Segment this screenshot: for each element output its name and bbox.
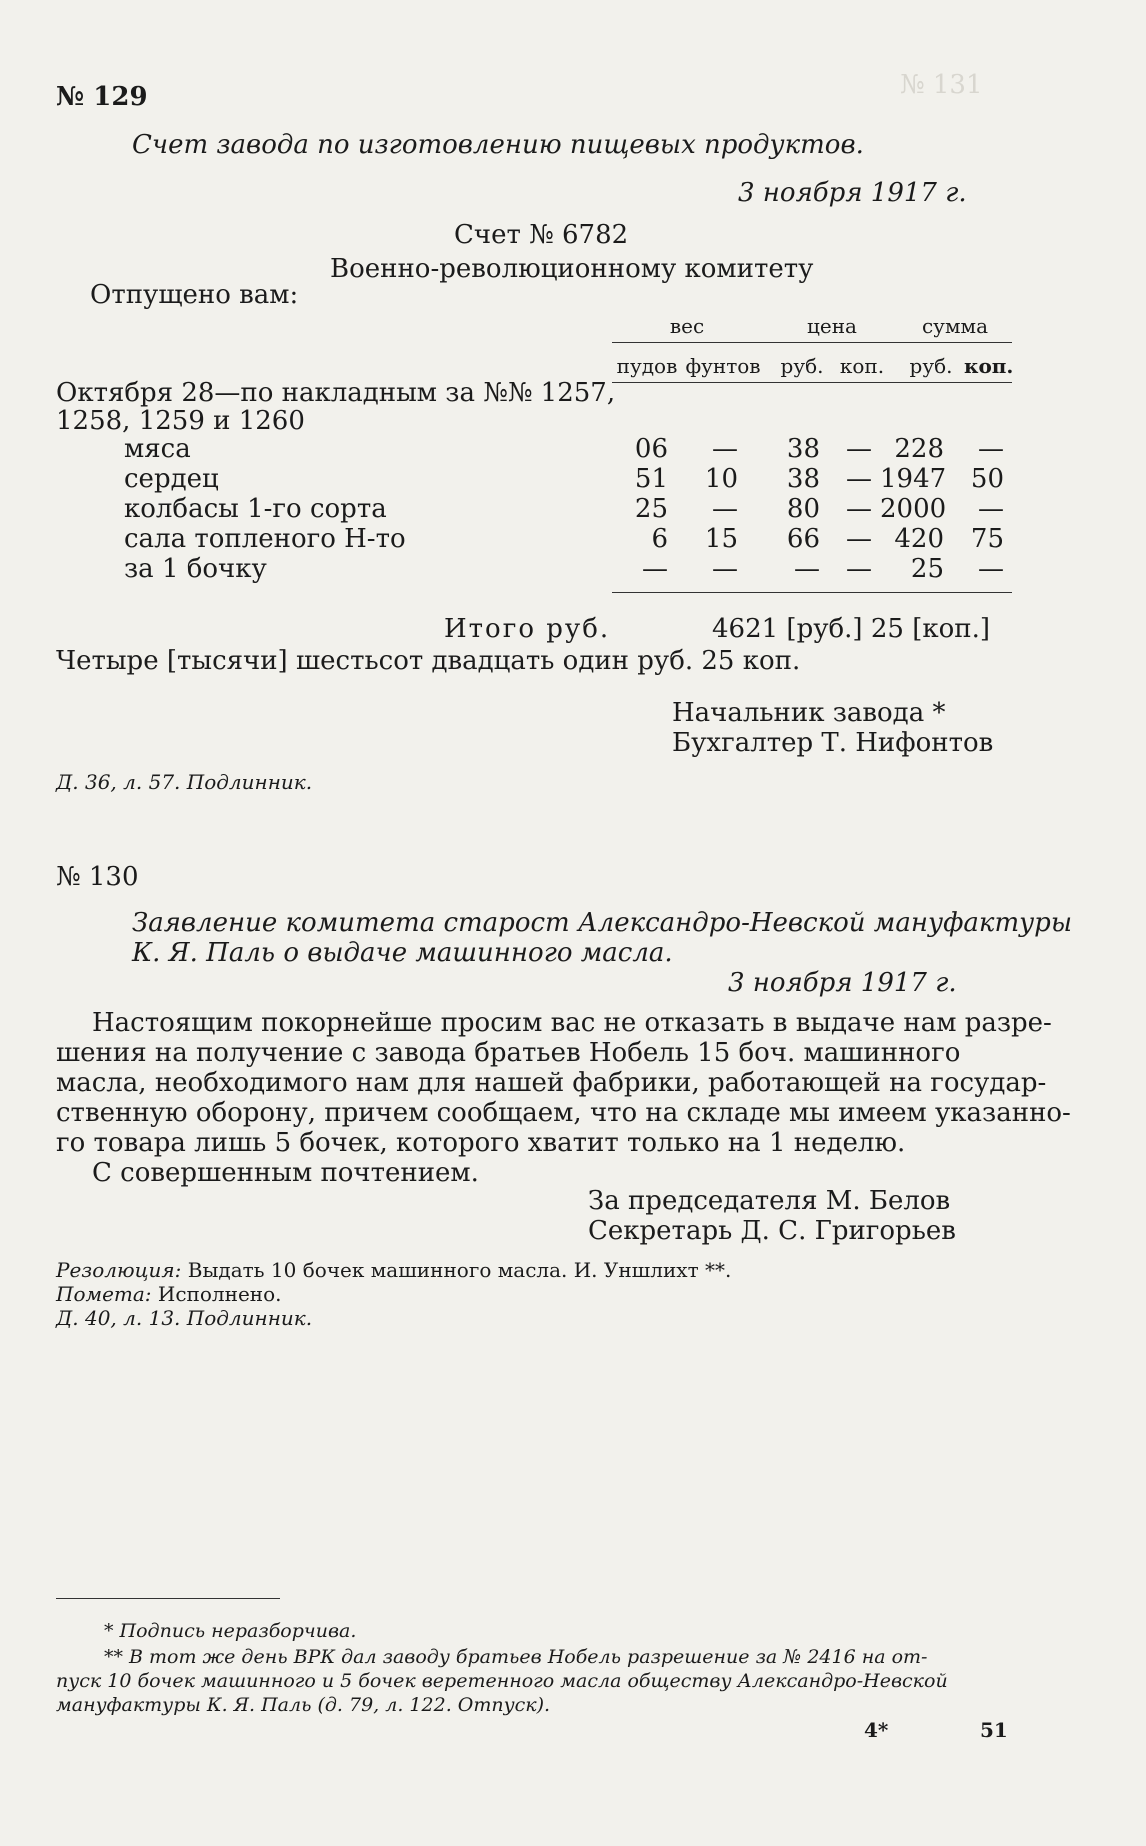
- row-sum-rub: 2000: [880, 494, 947, 524]
- row-funt: 10: [704, 464, 738, 494]
- doc130-mark: [56, 1282, 282, 1306]
- row-rub: 80: [786, 494, 820, 524]
- row-sum-kop: —: [978, 494, 1004, 524]
- row-funt: —: [712, 434, 738, 464]
- header-rule-top: [612, 342, 1012, 343]
- body-line: шения на получение с завода братьев Нобель 15 боч. машинного: [56, 1038, 961, 1068]
- resolution-label: Резолюция:: [56, 1258, 182, 1282]
- doc130-source: Д. 40, л. 13. Подлинник.: [56, 1306, 313, 1330]
- header-unit-sum-rub: руб.: [909, 354, 953, 378]
- footnote-1: * Подпись неразборчива.: [104, 1620, 357, 1642]
- row-name: колбасы 1-го сорта: [124, 494, 387, 524]
- body-line: Настоящим покорнейше просим вас не отказать в выдаче нам разре-: [92, 1008, 1052, 1038]
- doc129-total-words: Четыре [тысячи] шестьсот двадцать один руб. 25 коп.: [56, 646, 801, 676]
- doc130-title-line1: Заявление комитета старост Александро-Невской мануфактуры: [132, 908, 1072, 938]
- row-name: за 1 бочку: [124, 554, 267, 584]
- row-pud: 51: [634, 464, 668, 494]
- header-price: цена: [807, 314, 857, 338]
- row-sum-rub: 1947: [880, 464, 947, 494]
- total-value: 4621 [руб.] 25 [коп.]: [712, 614, 990, 644]
- header-sum: сумма: [921, 314, 988, 338]
- row-funt: —: [712, 494, 738, 524]
- header-unit-funt: фунтов: [685, 354, 761, 378]
- row-rub: 38: [786, 434, 820, 464]
- doc130-number: № 130: [56, 862, 139, 892]
- doc129-number: № 129: [56, 82, 148, 112]
- header-weight: вес: [669, 314, 705, 338]
- header-unit-rub: руб.: [780, 354, 824, 378]
- footnote-2-line1: ** В тот же день ВРК дал заводу братьев Нобель разрешение за № 2416 на от-: [104, 1646, 928, 1668]
- doc129-date: 3 ноября 1917 г.: [738, 178, 967, 208]
- doc129-source: Д. 36, л. 57. Подлинник.: [56, 770, 313, 794]
- doc130-title-line2: К. Я. Паль о выдаче машинного масла.: [132, 938, 673, 968]
- row-sum-rub: 25: [910, 554, 944, 584]
- footnote-2-line3: мануфактуры К. Я. Паль (д. 79, л. 122. Отпуск).: [56, 1694, 551, 1716]
- row-pud: 06: [634, 434, 668, 464]
- row-name: мяса: [124, 434, 191, 464]
- row-kop: —: [846, 434, 872, 464]
- mark-text: Исполнено.: [157, 1282, 282, 1306]
- header-unit-pud: пудов: [616, 354, 678, 378]
- resolution-text: Выдать 10 бочек машинного масла. И. Уншлихт **.: [187, 1258, 732, 1282]
- row-funt: 15: [704, 524, 738, 554]
- doc130-sign-secretary: Секретарь Д. С. Григорьев: [588, 1216, 956, 1246]
- bleed-through-page-number: № 131: [900, 70, 983, 100]
- doc130-date: 3 ноября 1917 г.: [728, 968, 957, 998]
- doc130-sign-chair: За председателя М. Белов: [588, 1186, 951, 1216]
- body-line: ственную оборону, причем сообщаем, что на складе мы имеем указанно-: [56, 1098, 1071, 1128]
- header-unit-kop: коп.: [839, 354, 885, 378]
- signature-mark: 4*: [864, 1718, 889, 1742]
- row-sum-kop: 75: [970, 524, 1004, 554]
- row-pud: 25: [634, 494, 668, 524]
- header-unit-sum-kop: коп.: [964, 354, 1014, 378]
- total-rule: [612, 592, 1012, 593]
- row-rub: 66: [786, 524, 820, 554]
- table-intro-line2: 1258, 1259 и 1260: [56, 406, 305, 436]
- row-name: сердец: [124, 464, 219, 494]
- doc129-released-label: Отпущено вам:: [90, 280, 299, 310]
- row-funt: —: [712, 554, 738, 584]
- row-kop: —: [846, 494, 872, 524]
- doc130-resolution: [56, 1258, 731, 1282]
- table-intro-line1: Октября 28—по накладным за №№ 1257,: [56, 378, 616, 408]
- footnote-rule: [56, 1598, 280, 1599]
- row-name: сала топленого Н-то: [124, 524, 406, 554]
- row-sum-kop: —: [978, 434, 1004, 464]
- body-line: масла, необходимого нам для нашей фабрики, работающей на государ-: [56, 1068, 1047, 1098]
- doc130-closing: С совершенным почтением.: [92, 1158, 479, 1188]
- row-kop: —: [846, 464, 872, 494]
- header-rule-bottom: [612, 382, 1012, 383]
- page-number: 51: [980, 1718, 1008, 1742]
- doc129-sign-chief: Начальник завода *: [672, 698, 946, 728]
- row-sum-rub: 420: [894, 524, 944, 554]
- row-kop: —: [846, 524, 872, 554]
- row-kop: —: [846, 554, 872, 584]
- row-rub: 38: [786, 464, 820, 494]
- doc129-addressee: Военно-революционному комитету: [330, 254, 814, 284]
- doc129-title: Счет завода по изготовлению пищевых продуктов.: [132, 130, 864, 160]
- body-line: го товара лишь 5 бочек, которого хватит только на 1 неделю.: [56, 1128, 906, 1158]
- row-sum-kop: 50: [970, 464, 1004, 494]
- footnote-2-line2: пуск 10 бочек машинного и 5 бочек веретенного масла обществу Александро-Невской: [56, 1670, 948, 1692]
- total-label: Итого руб.: [444, 614, 611, 644]
- mark-label: Помета:: [56, 1282, 152, 1306]
- row-sum-rub: 228: [894, 434, 944, 464]
- doc129-sign-accountant: Бухгалтер Т. Нифонтов: [672, 728, 994, 758]
- row-sum-kop: —: [978, 554, 1004, 584]
- doc129-invoice-number: Счет № 6782: [454, 220, 629, 250]
- row-rub: —: [794, 554, 820, 584]
- row-pud: 6: [651, 524, 668, 554]
- row-pud: —: [642, 554, 668, 584]
